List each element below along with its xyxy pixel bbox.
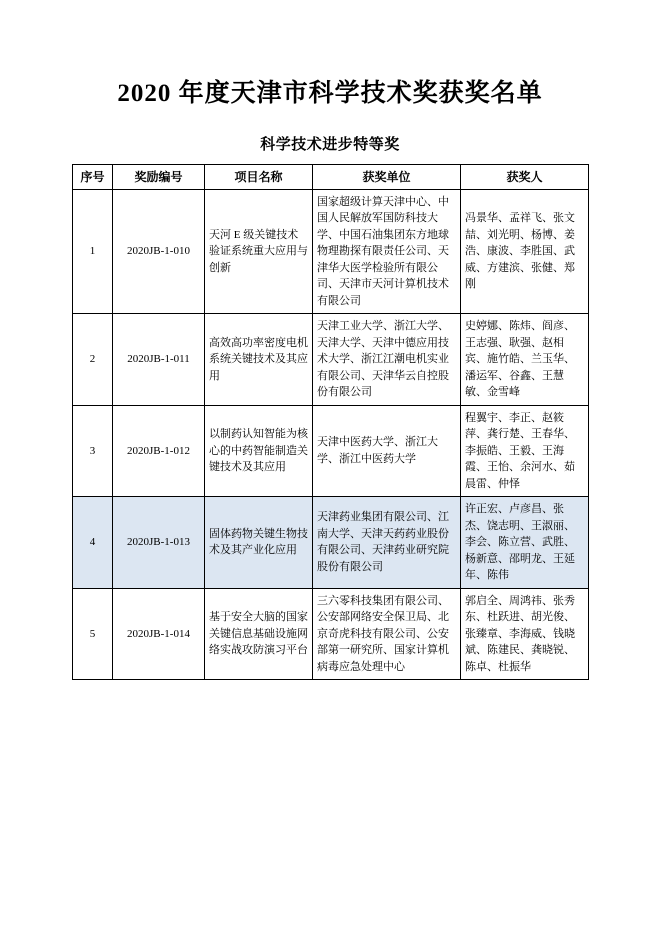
cell-unit: 三六零科技集团有限公司、公安部网络安全保卫局、北京奇虎科技有限公司、公安部第一研究所、国家计算机病毒应急处理中心 <box>313 588 461 680</box>
cell-unit: 天津中医药大学、浙江大学、浙江中医药大学 <box>313 405 461 497</box>
cell-code: 2020JB-1-014 <box>113 588 205 680</box>
cell-person: 郭启全、周鸿祎、张秀东、杜跃进、胡光俊、张臻章、李海威、钱晓斌、陈建民、龚晓锐、陈卓、杜振华 <box>461 588 589 680</box>
column-header-project: 项目名称 <box>205 164 313 189</box>
cell-code: 2020JB-1-013 <box>113 497 205 589</box>
cell-no: 4 <box>73 497 113 589</box>
table-row <box>73 189 589 314</box>
column-header-no: 序号 <box>73 164 113 189</box>
cell-project: 以制药认知智能为核心的中药智能制造关键技术及其应用 <box>205 405 313 497</box>
cell-no: 3 <box>73 405 113 497</box>
cell-no: 1 <box>73 189 113 314</box>
cell-code: 2020JB-1-010 <box>113 189 205 314</box>
cell-person: 许正宏、卢彦昌、张杰、饶志明、王淑丽、李会、陈立营、武胜、杨新意、邵明龙、王延年、陈伟 <box>461 497 589 589</box>
cell-project: 天河 E 级关键技术验证系统重大应用与创新 <box>205 189 313 314</box>
table-row <box>73 588 589 680</box>
column-header-person: 获奖人 <box>461 164 589 189</box>
column-header-unit: 获奖单位 <box>313 164 461 189</box>
cell-project: 固体药物关键生物技术及其产业化应用 <box>205 497 313 589</box>
cell-person: 史婷娜、陈炜、阎彦、王志强、耿强、赵相宾、施竹皓、兰玉华、潘运军、谷鑫、王慧敏、金雪峰 <box>461 314 589 406</box>
column-header-code: 奖励编号 <box>113 164 205 189</box>
table-row <box>73 314 589 406</box>
table-row-highlighted <box>73 497 589 589</box>
table-row <box>73 405 589 497</box>
cell-unit: 国家超级计算天津中心、中国人民解放军国防科技大学、中国石油集团东方地球物理勘探有限责任公司、天津华大医学检验所有限公司、天津市天河计算机技术有限公司 <box>313 189 461 314</box>
cell-person: 程翼宇、李正、赵筱萍、龚行楚、王春华、李振皓、王毅、王海霞、王怡、余河水、茹晨雷、仲怿 <box>461 405 589 497</box>
cell-no: 5 <box>73 588 113 680</box>
cell-project: 基于安全大脑的国家关键信息基础设施网络实战攻防演习平台 <box>205 588 313 680</box>
cell-project: 高效高功率密度电机系统关键技术及其应用 <box>205 314 313 406</box>
cell-unit: 天津药业集团有限公司、江南大学、天津天药药业股份有限公司、天津药业研究院股份有限公司 <box>313 497 461 589</box>
award-category-heading: 科学技术进步特等奖 <box>260 136 400 153</box>
award-list-table <box>72 164 589 681</box>
cell-no: 2 <box>73 314 113 406</box>
table-header-row <box>73 164 589 189</box>
cell-code: 2020JB-1-011 <box>113 314 205 406</box>
cell-code: 2020JB-1-012 <box>113 405 205 497</box>
page-title: 2020 年度天津市科学技术奖获奖名单 <box>117 80 543 107</box>
cell-unit: 天津工业大学、浙江大学、天津大学、天津中德应用技术大学、浙江江潮电机实业有限公司、天津华云自控股份有限公司 <box>313 314 461 406</box>
cell-person: 冯景华、孟祥飞、张文喆、刘光明、杨博、姜浩、康波、李胜国、武威、方建滨、张健、郑刚 <box>461 189 589 314</box>
